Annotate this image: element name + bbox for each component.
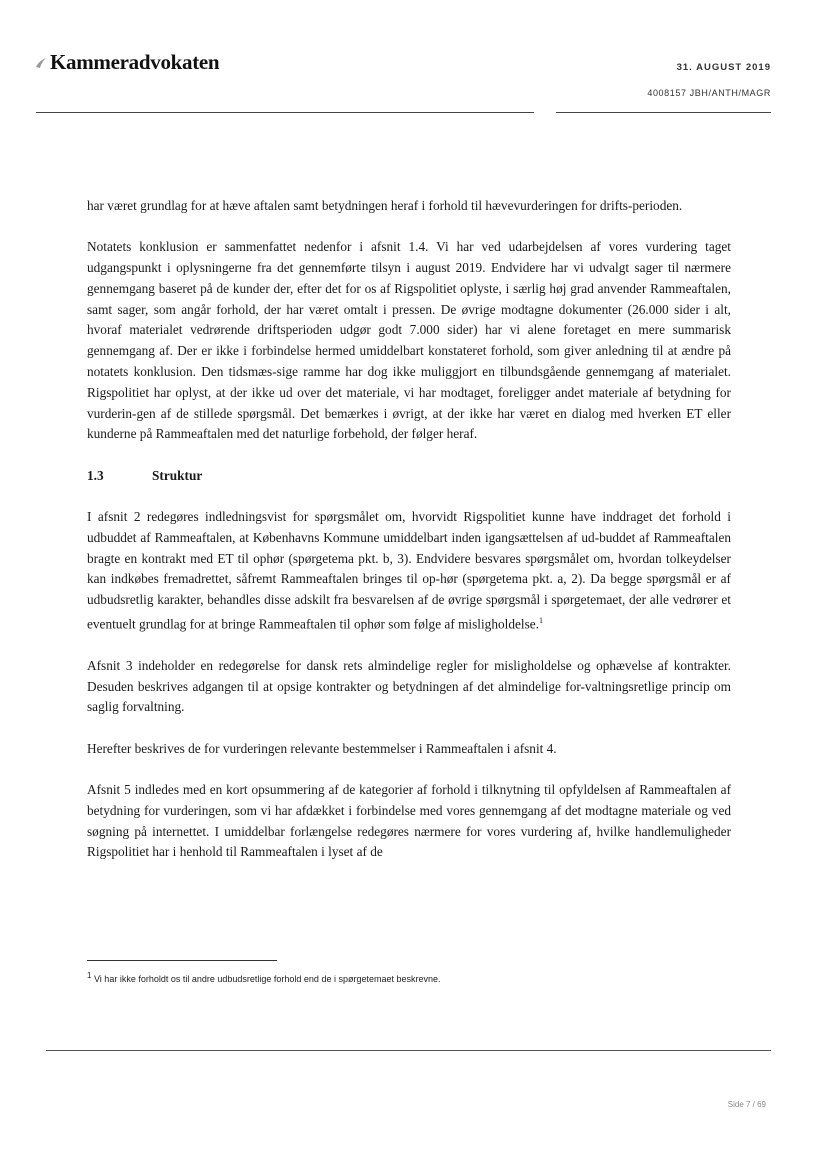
page-number: Side 7 / 69 (727, 1100, 766, 1109)
footnote (87, 971, 737, 984)
section-heading (87, 466, 731, 487)
footer-rule (46, 1050, 771, 1051)
paragraph-3-text: I afsnit 2 redegøres indledningsvist for spørgsmålet om, hvorvidt Rigspolitiet kunne have inddraget det forhold i udbuddet af Rammeaftalen, at Københavns Kommune umiddelbart inden igangsættelsen af ud-buddet af Rammeaftalen bragte en kontrakt med ET til ophør (spørgetema pkt. b, 3). Endvidere besvares spørgsmålet om, hvordan tolkeydelser kan indkøbes fremadrettet, såfremt Rammeaftalen bringes til op-hør (spørgetema pkt. a, 2). Da begge spørgsmål er af udbudsretlig karakter, behandles disse adskilt fra besvarelsen af de øvrige spørgsmål i spørgetemaet, der alle vedrører et eventuelt grundlag for at bringe Rammeaftalen til ophør som følge af misligholdelse. (87, 509, 731, 632)
paragraph-5: Herefter beskrives de for vurderingen relevante bestemmelser i Rammeaftalen i afsnit 4. (87, 740, 557, 756)
footnote-text: Vi har ikke forholdt os til andre udbudsretlige forhold end de i spørgetemaet beskrevne. (93, 974, 441, 984)
paragraph-1: har været grundlag for at hæve aftalen samt betydningen heraf i forhold til hævevurderingen for drifts-perioden. (87, 198, 683, 213)
section-title: Struktur (152, 467, 203, 483)
paragraph-6: Afsnit 5 indledes med en kort opsummering af de kategorier af forhold i tilknytning til opfyldelsen af Rammeaftalen af betydning for vurderingen, som vi har afdækket i forbindelse med vores gennemgang af det modtagne materiale og ved søgning på internettet. I umiddelbar forlængelse redegøres nærmere for vores vurdering af, hvilke handlemuligheder Rigspolitiet har i henhold til Rammeaftalen i lyset af de (87, 781, 731, 860)
header-rule-right (556, 112, 771, 113)
header-rule-left (36, 112, 534, 113)
logo-mark-icon (34, 56, 48, 70)
footnote-number: 1 (87, 971, 92, 980)
footnote-rule (87, 960, 277, 961)
logo-text: Kammeradvokaten (50, 50, 220, 74)
section-number: 1.3 (87, 467, 104, 483)
paragraph-4: Afsnit 3 indeholder en redegørelse for dansk rets almindelige regler for misligholdelse og ophævelse af kontrakter. Desuden beskrives adgangen til at opsige kontrakter og betydningen af det almindelige for-valtningsretlige princip om saglig forvaltning. (87, 657, 731, 715)
body-text (87, 196, 731, 884)
paragraph-3 (87, 507, 731, 635)
footnote-reference[interactable]: 1 (538, 616, 543, 626)
document-reference: 4008157 JBH/ANTH/MAGR (647, 88, 771, 98)
document-date: 31. AUGUST 2019 (676, 62, 771, 73)
logo (34, 50, 219, 75)
paragraph-2: Notatets konklusion er sammenfattet nedenfor i afsnit 1.4. Vi har ved udarbejdelsen af vores vurdering taget udgangspunkt i oplysningerne fra det gennemførte tilsyn i august 2019. Endvidere har vi udvalgt sager til nærmere gennemgang baseret på de kunder der, efter det for os af Rigspolitiet oplyste, i særlig høj grad anvender Rammeaftalen, samt sager, som angår forhold, der har været omtalt i pressen. De øvrige modtagne dokumenter (26.000 sider i alt, hvoraf materialet vedrørende driftsperioden udgør godt 7.000 sider) har vi alene foretaget en mere summarisk gennemgang af. Der er ikke i forbindelse hermed umiddelbart konstateret forhold, som giver anledning til at ændre på notatets konklusion. Den tidsmæs-sige ramme har dog ikke muliggjort en tilbundsgående gennemgang af materialet. Rigspolitiet har oplyst, at der ikke ud over det materiale, vi har modtaget, foreligger andet materiale af betydning for vurderin-gen af de stillede spørgsmål. Det bemærkes i øvrigt, at der ikke har været en dialog med hverken ET eller kunderne på Rammeaftalen med det naturlige forbehold, der følger heraf. (87, 239, 731, 442)
